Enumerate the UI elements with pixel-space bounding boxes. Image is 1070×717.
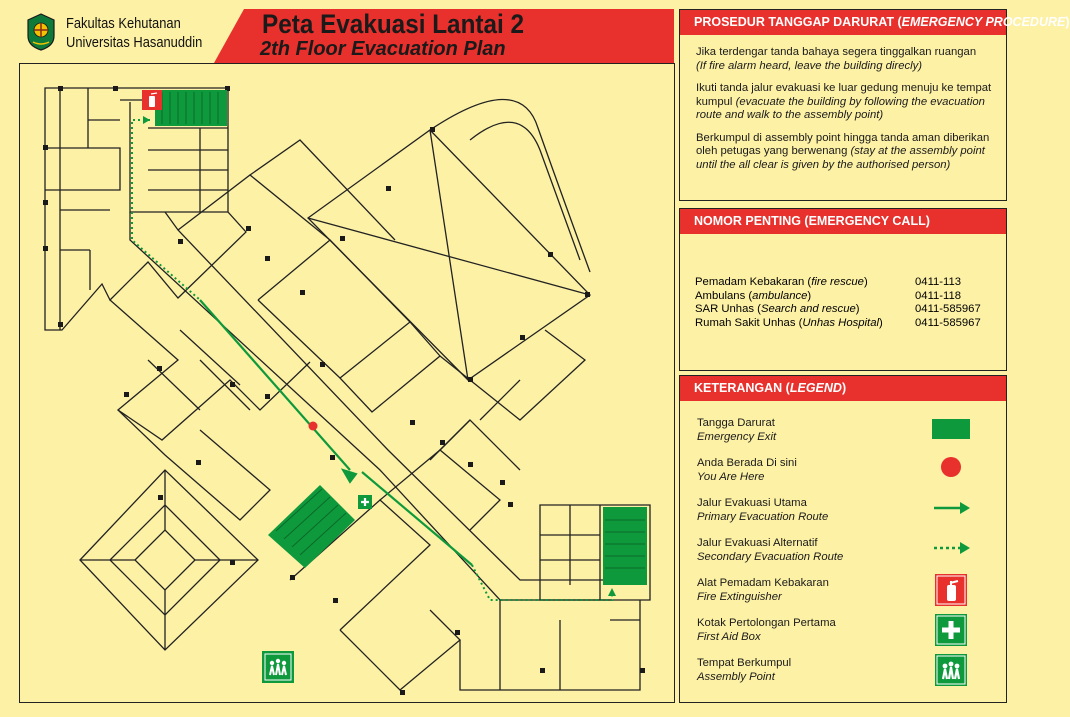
first-aid-icon bbox=[358, 495, 372, 509]
organization-name bbox=[66, 14, 202, 52]
first-aid-icon bbox=[935, 614, 969, 648]
legend-item-primary-route bbox=[697, 496, 828, 524]
emergency-exit-north bbox=[155, 90, 227, 126]
procedure-heading-en: EMERGENCY PROCEDURE bbox=[901, 15, 1066, 29]
fire-extinguisher-icon bbox=[935, 574, 969, 608]
call-name-en: Search and rescue bbox=[760, 303, 856, 316]
call-name: Ambulans bbox=[695, 289, 746, 302]
legend-label: Jalur Evakuasi Utama bbox=[697, 497, 807, 509]
legend-item-secondary-route bbox=[697, 536, 843, 564]
procedure-panel bbox=[679, 9, 1070, 201]
floor-plan bbox=[19, 63, 675, 703]
emergency-exit-symbol bbox=[932, 419, 972, 441]
assembly-point-icon bbox=[262, 651, 294, 683]
legend-label: Jalur Evakuasi Alternatif bbox=[697, 537, 818, 549]
you-are-here-marker bbox=[309, 422, 318, 431]
call-number: 0411-118 bbox=[915, 289, 962, 302]
procedure-step-2 bbox=[696, 82, 996, 123]
call-name-en: Unhas Hospital bbox=[802, 316, 879, 329]
faculty-logo bbox=[24, 12, 58, 52]
legend-label-en: Secondary Evacuation Route bbox=[697, 551, 844, 563]
emergency-call-heading: NOMOR PENTING (EMERGENCY CALL) bbox=[680, 209, 1006, 234]
legend-label-en: Emergency Exit bbox=[697, 431, 777, 443]
legend-item-fire-extinguisher bbox=[697, 576, 829, 604]
procedure-step-1 bbox=[696, 46, 996, 73]
page-subtitle: 2th Floor Evacuation Plan bbox=[260, 38, 506, 60]
org-line-1: Fakultas Kehutanan bbox=[66, 15, 181, 32]
legend-heading: KETERANGAN (LEGEND) bbox=[680, 376, 1006, 401]
page-title: Peta Evakuasi Lantai 2 bbox=[262, 9, 525, 39]
emergency-exit-east bbox=[603, 507, 647, 585]
call-name-en: ambulance bbox=[752, 289, 808, 302]
procedure-step-1-en: (If fire alarm heard, leave the building direcly) bbox=[696, 59, 923, 72]
legend-label: Alat Pemadam Kebakaran bbox=[697, 577, 829, 589]
call-row: Pemadam Kebakaran (fire rescue) 0411-113 bbox=[695, 276, 962, 288]
legend-label-en: Assembly Point bbox=[697, 671, 775, 683]
legend-label: Anda Berada Di sini bbox=[697, 457, 797, 469]
emergency-call-panel bbox=[679, 208, 1007, 371]
call-row: Ambulans (ambulance) 0411-118 bbox=[695, 289, 962, 302]
legend-panel bbox=[679, 375, 1007, 703]
procedure-heading-text: PROSEDUR TANGGAP DARURAT bbox=[694, 15, 895, 29]
call-number: 0411-113 bbox=[915, 276, 962, 288]
legend-label: Tangga Darurat bbox=[697, 417, 775, 429]
call-name: Pemadam Kebakaran bbox=[695, 276, 805, 288]
call-row: Rumah Sakit Unhas (Unhas Hospital) 0411-585967 bbox=[695, 316, 981, 329]
procedure-step-2-en: (evacuate the building by following the evacuation route and walk to the assembly point) bbox=[696, 95, 985, 121]
legend-label-en: Fire Extinguisher bbox=[697, 591, 782, 603]
procedure-step-2-text: Ikuti tanda jalur evakuasi ke luar gedung menuju ke tempat kumpul bbox=[696, 82, 992, 108]
solid-arrow-icon bbox=[932, 498, 974, 518]
legend-label: Tempat Berkumpul bbox=[697, 657, 792, 669]
legend-item-assembly-point bbox=[697, 656, 791, 684]
emergency-exit-center bbox=[268, 485, 355, 568]
call-number: 0411-585967 bbox=[915, 316, 981, 329]
call-name: SAR Unhas bbox=[695, 303, 755, 316]
legend-item-first-aid bbox=[697, 616, 836, 644]
dotted-arrow-icon bbox=[932, 538, 974, 558]
call-name: Rumah Sakit Unhas bbox=[695, 316, 796, 329]
you-are-here-dot bbox=[940, 456, 964, 480]
call-number: 0411-585967 bbox=[915, 303, 981, 316]
call-row: SAR Unhas (Search and rescue) 0411-585967 bbox=[695, 303, 981, 316]
procedure-heading: PROSEDUR TANGGAP DARURAT (EMERGENCY PROCEDURE) bbox=[680, 10, 1006, 35]
legend-label-en: Primary Evacuation Route bbox=[697, 511, 829, 523]
assembly-point-icon bbox=[935, 654, 969, 688]
emergency-call-list bbox=[695, 276, 981, 330]
primary-route-arrow bbox=[343, 470, 356, 482]
legend-item-emergency-exit bbox=[697, 416, 776, 444]
legend-label: Kotak Pertolongan Pertama bbox=[697, 617, 836, 629]
columns bbox=[43, 86, 645, 695]
procedure-step-1-text: Jika terdengar tanda bahaya segera tinggalkan ruangan bbox=[696, 46, 977, 58]
org-line-2: Universitas Hasanuddin bbox=[66, 34, 203, 51]
legend-item-you-are-here bbox=[697, 456, 797, 484]
legend-label-en: First Aid Box bbox=[697, 631, 761, 643]
procedure-step-3 bbox=[696, 132, 996, 173]
fire-extinguisher-icon bbox=[142, 90, 162, 110]
call-name-en: fire rescue bbox=[811, 276, 864, 288]
procedure-step-3-text: Berkumpul di assembly point hingga tanda aman diberikan oleh petugas yang berwenang bbox=[696, 131, 990, 157]
legend-heading-text: KETERANGAN bbox=[694, 381, 783, 395]
legend-heading-en: LEGEND bbox=[789, 381, 842, 395]
procedure-step-3-en: (stay at the assembly point until the all clear is given by the authorised person) bbox=[696, 145, 985, 171]
legend-label-en: You Are Here bbox=[697, 471, 765, 483]
